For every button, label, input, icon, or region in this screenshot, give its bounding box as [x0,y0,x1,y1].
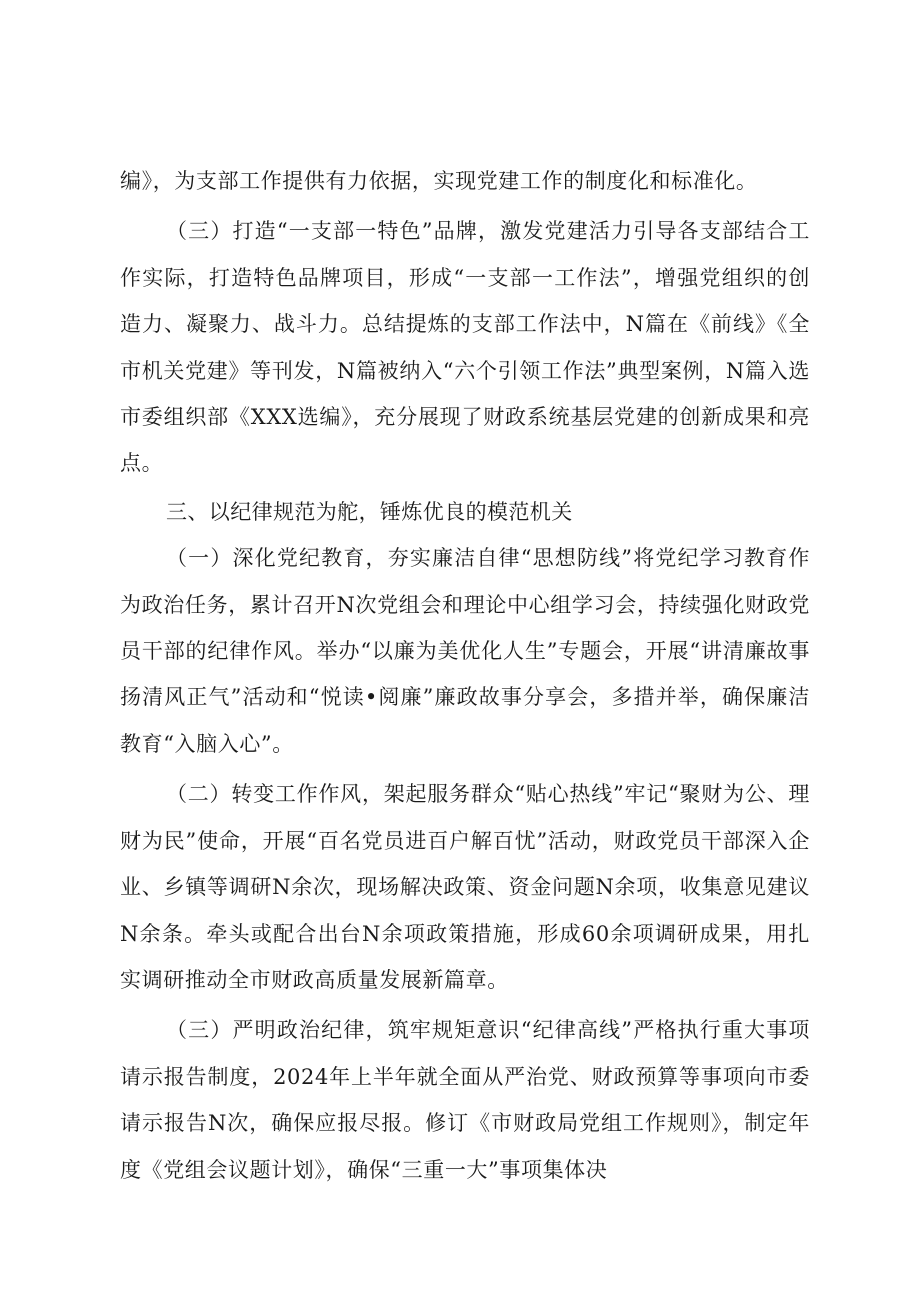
paragraph-continuation: 编》，为支部工作提供有力依据，实现党建工作的制度化和标准化。 [120,169,758,193]
document-body [120,158,810,1193]
paragraph-branch-brand: （三）打造“一支部一特色”品牌，激发党建活力引导各支部结合工作实际，打造特色品牌项目，形成“一支部一工作法”，增强党组织的创造力、凝聚力、战斗力。总结提炼的支部工作法中，N篇在《前线》《全市机关党建》等刊发，N篇被纳入“六个引领工作法”典型案例，N篇入选市委组织部《XXX选编》，充分展现了财政系统基层党建的创新成果和亮点。 [120,219,810,476]
paragraph-work-style: （二）转变工作作风，架起服务群众“贴心热线”牢记“聚财为公、理财为民”使命，开展“百名党员进百户解百忧”活动，财政党员干部深入企业、乡镇等调研N余次，现场解决政策、资金问题N余项，收集意见建议N余条。牵头或配合出台N余项政策措施，形成60余项调研成果，用扎实调研推动全市财政高质量发展新篇章。 [120,782,810,992]
section-heading-discipline: 三、以纪律规范为舵，锤炼优良的模范机关 [166,499,573,524]
paragraph-party-discipline-education: （一）深化党纪教育，夯实廉洁自律“思想防线”将党纪学习教育作为政治任务，累计召开N次党组会和理论中心组学习会，持续强化财政党员干部的纪律作风。举办“以廉为美优化人生”专题会，开展“讲清廉故事扬清风正气”活动和“悦读•阅廉”廉政故事分享会，多措并举，确保廉洁教育“入脑入心”。 [120,546,810,756]
paragraph-political-discipline: （三）严明政治纪律，筑牢规矩意识“纪律高线”严格执行重大事项请示报告制度，2024年上半年就全面从严治党、财政预算等事项向市委请示报告N次，确保应报尽报。修订《市财政局党组工作规则》，制定年度《党组会议题计划》，确保“三重一大”事项集体决 [120,1018,810,1182]
